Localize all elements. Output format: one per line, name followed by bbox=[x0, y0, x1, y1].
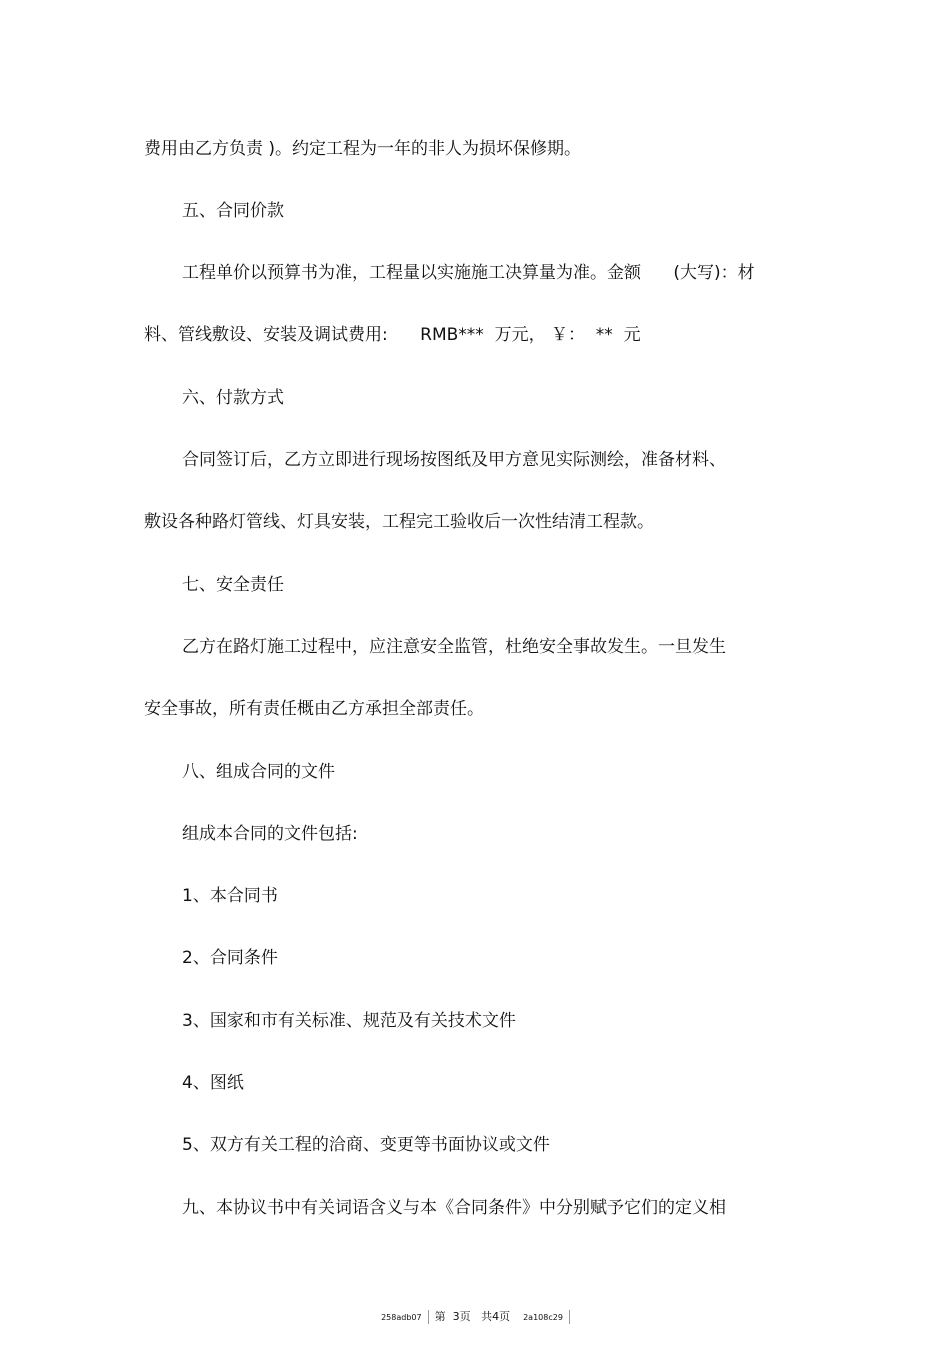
section-heading: 九、本协议书中有关词语含义与本《合同条件》中分别赋予它们的定义相 bbox=[182, 1198, 726, 1218]
page-footer bbox=[0, 1296, 950, 1325]
list-item: 2、合同条件 bbox=[182, 948, 278, 968]
page-number: 第 3页 共4页 bbox=[434, 1310, 511, 1323]
text-line: 合同签订后，乙方立即进行现场按图纸及甲方意见实际测绘，准备材料、 bbox=[182, 450, 726, 470]
footer-divider bbox=[428, 1310, 429, 1324]
footer-spacer bbox=[516, 1310, 517, 1324]
footer-left-code: 258adb07 bbox=[381, 1313, 422, 1322]
text-line: 安全事故，所有责任概由乙方承担全部责任。 bbox=[144, 699, 484, 719]
footer-divider-right bbox=[569, 1310, 570, 1324]
list-item: 5、双方有关工程的洽商、变更等书面协议或文件 bbox=[182, 1135, 550, 1155]
text-line: 敷设各种路灯管线、灯具安装，工程完工验收后一次性结清工程款。 bbox=[144, 512, 654, 532]
text-line: 组成本合同的文件包括: bbox=[182, 824, 358, 844]
text-line: 费用由乙方负责 )。约定工程为一年的非人为损坏保修期。 bbox=[144, 139, 582, 159]
text-line: 工程单价以预算书为准，工程量以实施施工决算量为准。金额 (大写)：材 bbox=[182, 263, 755, 283]
section-heading: 五、合同价款 bbox=[182, 201, 284, 221]
text-line: 料、管线敷设、安装及调试费用: RMB*** 万元， ￥： ** 元 bbox=[144, 325, 641, 345]
section-heading: 六、付款方式 bbox=[182, 388, 284, 408]
text-line: 乙方在路灯施工过程中，应注意安全监管，杜绝安全事故发生。一旦发生 bbox=[182, 637, 726, 657]
footer-right-code: 2a108c29 bbox=[523, 1313, 563, 1322]
list-item: 4、图纸 bbox=[182, 1073, 244, 1093]
section-heading: 八、组成合同的文件 bbox=[182, 762, 335, 782]
list-item: 3、国家和市有关标准、规范及有关技术文件 bbox=[182, 1011, 516, 1031]
section-heading: 七、安全责任 bbox=[182, 575, 284, 595]
list-item: 1、本合同书 bbox=[182, 886, 278, 906]
